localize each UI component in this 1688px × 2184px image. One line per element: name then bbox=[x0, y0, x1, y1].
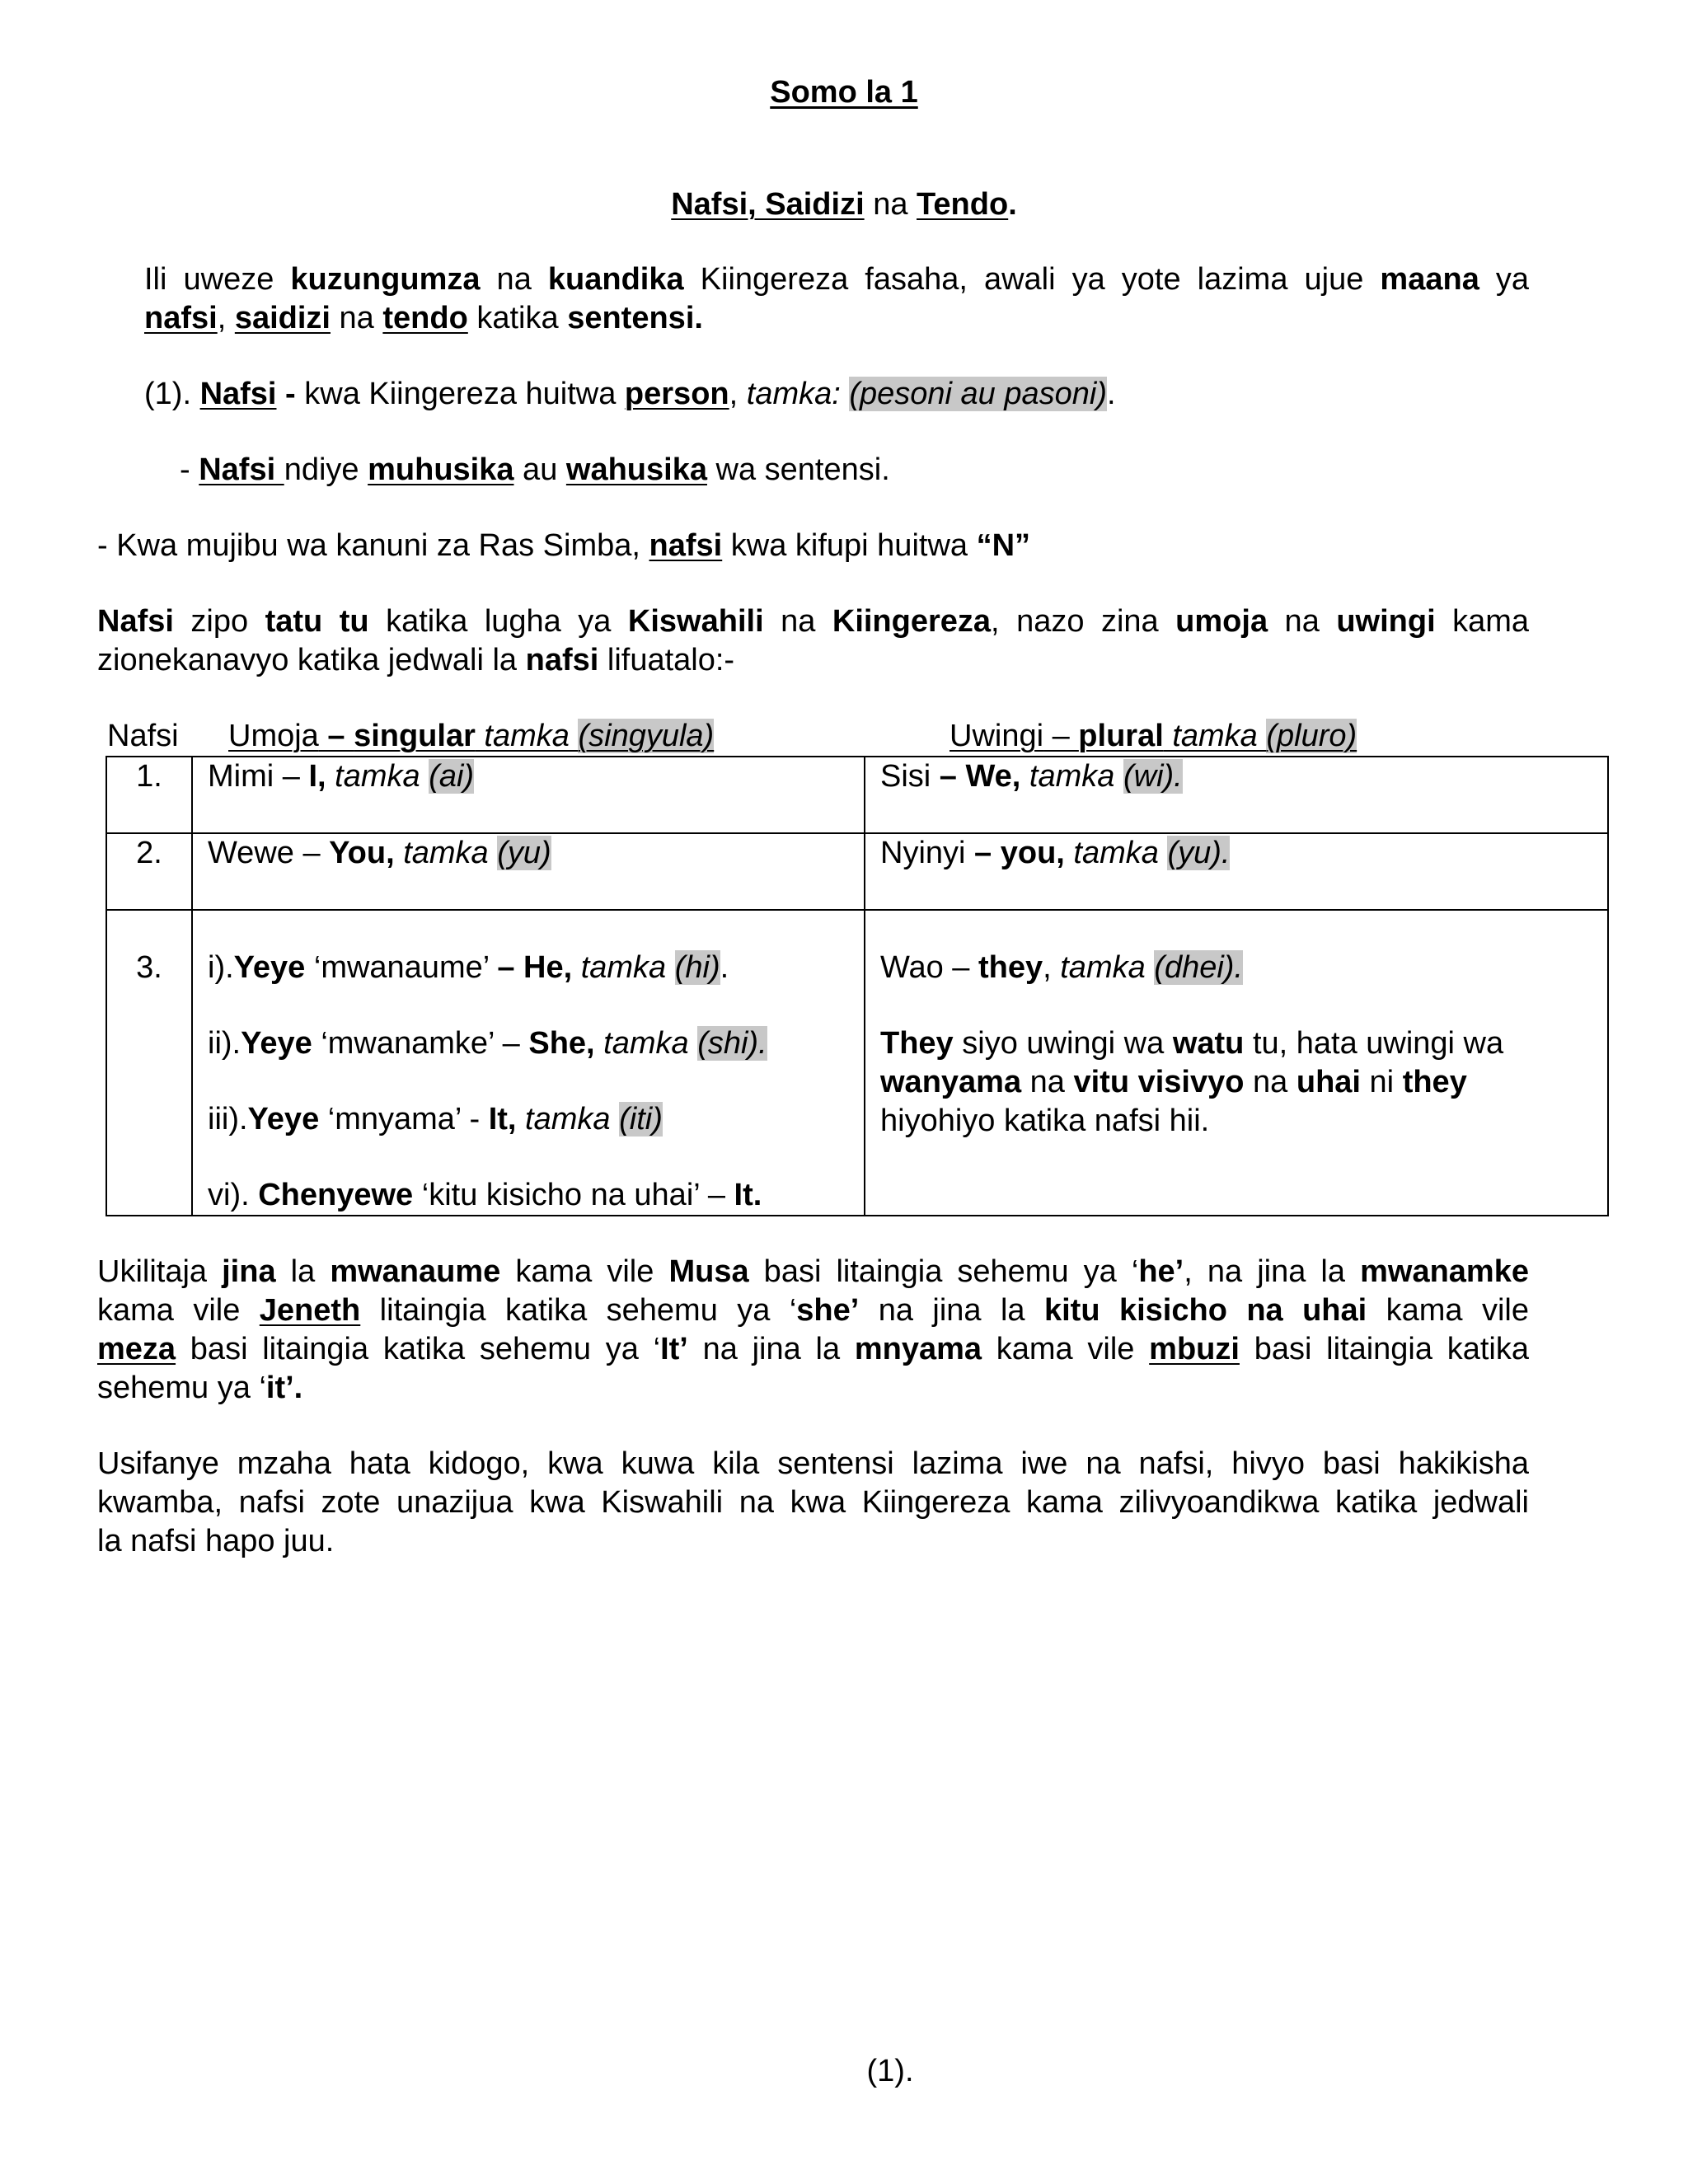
table-header-uwingi: Uwingi – plural tamka (pluro) bbox=[950, 719, 1357, 753]
table-header-nafsi: Nafsi bbox=[107, 719, 179, 753]
row-number: 1. bbox=[106, 757, 192, 833]
para4-line-1: Usifanye mzaha hata kidogo, kwa kuwa kila sentensi lazima iwe na nafsi, hivyo basi hakikisha bbox=[97, 1446, 1529, 1481]
singular-cell: Mimi – I, tamka (ai) bbox=[192, 757, 865, 833]
para2-line-2: zionekanavyo katika jedwali la nafsi lifuatalo:- bbox=[97, 643, 735, 677]
row-number: 3. bbox=[106, 910, 192, 1216]
table-row bbox=[106, 757, 1608, 833]
singular-cell bbox=[192, 910, 865, 1216]
plural-cell: Sisi – We, tamka (wi). bbox=[865, 757, 1608, 833]
third-person-it-animal: iii).Yeye ‘mnyama’ - It, tamka (iti) bbox=[208, 1102, 663, 1137]
para4-line-2: kwamba, nafsi zote unazijua kwa Kiswahili na kwa Kiingereza kama zilivyoandikwa katika jedwali bbox=[97, 1485, 1529, 1520]
para4-line-3: la nafsi hapo juu. bbox=[97, 1524, 335, 1558]
nafsi-table bbox=[106, 756, 1609, 1216]
lesson-subtitle bbox=[0, 185, 1688, 224]
table-row bbox=[106, 910, 1608, 1216]
table-row bbox=[106, 833, 1608, 910]
para3-line-1: Ukilitaja jina la mwanaume kama vile Musa basi litaingia sehemu ya ‘he’, na jina la mwanamke bbox=[97, 1254, 1529, 1289]
subtitle-part: na bbox=[864, 187, 917, 222]
pronunciation-highlight: (pesoni au pasoni) bbox=[849, 377, 1108, 411]
subtitle-part: . bbox=[1008, 187, 1017, 222]
intro-line-1: Ili uweze kuzungumza na kuandika Kiingereza fasaha, awali ya yote lazima ujue maana ya bbox=[144, 262, 1530, 297]
third-person-she: ii).Yeye ‘mwanamke’ – She, tamka (shi). bbox=[208, 1026, 767, 1061]
plural-cell bbox=[865, 910, 1608, 1216]
third-person-they: Wao – they, tamka (dhei). bbox=[880, 950, 1244, 985]
para2-line-1: Nafsi zipo tatu tu katika lugha ya Kiswahili na Kiingereza, nazo zina umoja na uwingi kama bbox=[97, 604, 1530, 639]
table-header-umoja: Umoja – singular tamka (singyula) bbox=[228, 719, 715, 753]
subtitle-part: Tendo bbox=[917, 187, 1009, 222]
page-number: (1). bbox=[866, 2054, 914, 2088]
singular-cell: Wewe – You, tamka (yu) bbox=[192, 833, 865, 910]
para3-line-3: meza basi litaingia katika sehemu ya ‘It’ na jina la mnyama kama vile mbuzi basi litaingia katika bbox=[97, 1332, 1529, 1366]
they-note: They siyo uwingi wa watu tu, hata uwingi wa wanyama na vitu visivyo na uhai ni they hiyohiyo katika nafsi hii. bbox=[880, 1026, 1504, 1138]
rule-line: - Kwa mujibu wa kanuni za Ras Simba, nafsi kwa kifupi huitwa “N” bbox=[97, 528, 1031, 563]
para3-line-2: kama vile Jeneth litaingia katika sehemu ya ‘she’ na jina la kitu kisicho na uhai kama vile bbox=[97, 1293, 1529, 1328]
plural-cell: Nyinyi – you, tamka (yu). bbox=[865, 833, 1608, 910]
lesson-title: Somo la 1 bbox=[770, 75, 918, 110]
third-person-he: i).Yeye ‘mwanaume’ – He, tamka (hi). bbox=[208, 950, 729, 985]
point-1: (1). Nafsi - kwa Kiingereza huitwa person, tamka: (pesoni au pasoni). bbox=[144, 377, 1116, 411]
para3-line-4: sehemu ya ‘it’. bbox=[97, 1371, 303, 1405]
row-number: 2. bbox=[106, 833, 192, 910]
third-person-it-object: vi). Chenyewe ‘kitu kisicho na uhai’ – It. bbox=[208, 1178, 762, 1212]
intro-line-2: nafsi, saidizi na tendo katika sentensi. bbox=[144, 301, 703, 335]
point-1-definition: - Nafsi ndiye muhusika au wahusika wa sentensi. bbox=[180, 452, 890, 487]
subtitle-part: Nafsi, Saidizi bbox=[671, 187, 865, 222]
